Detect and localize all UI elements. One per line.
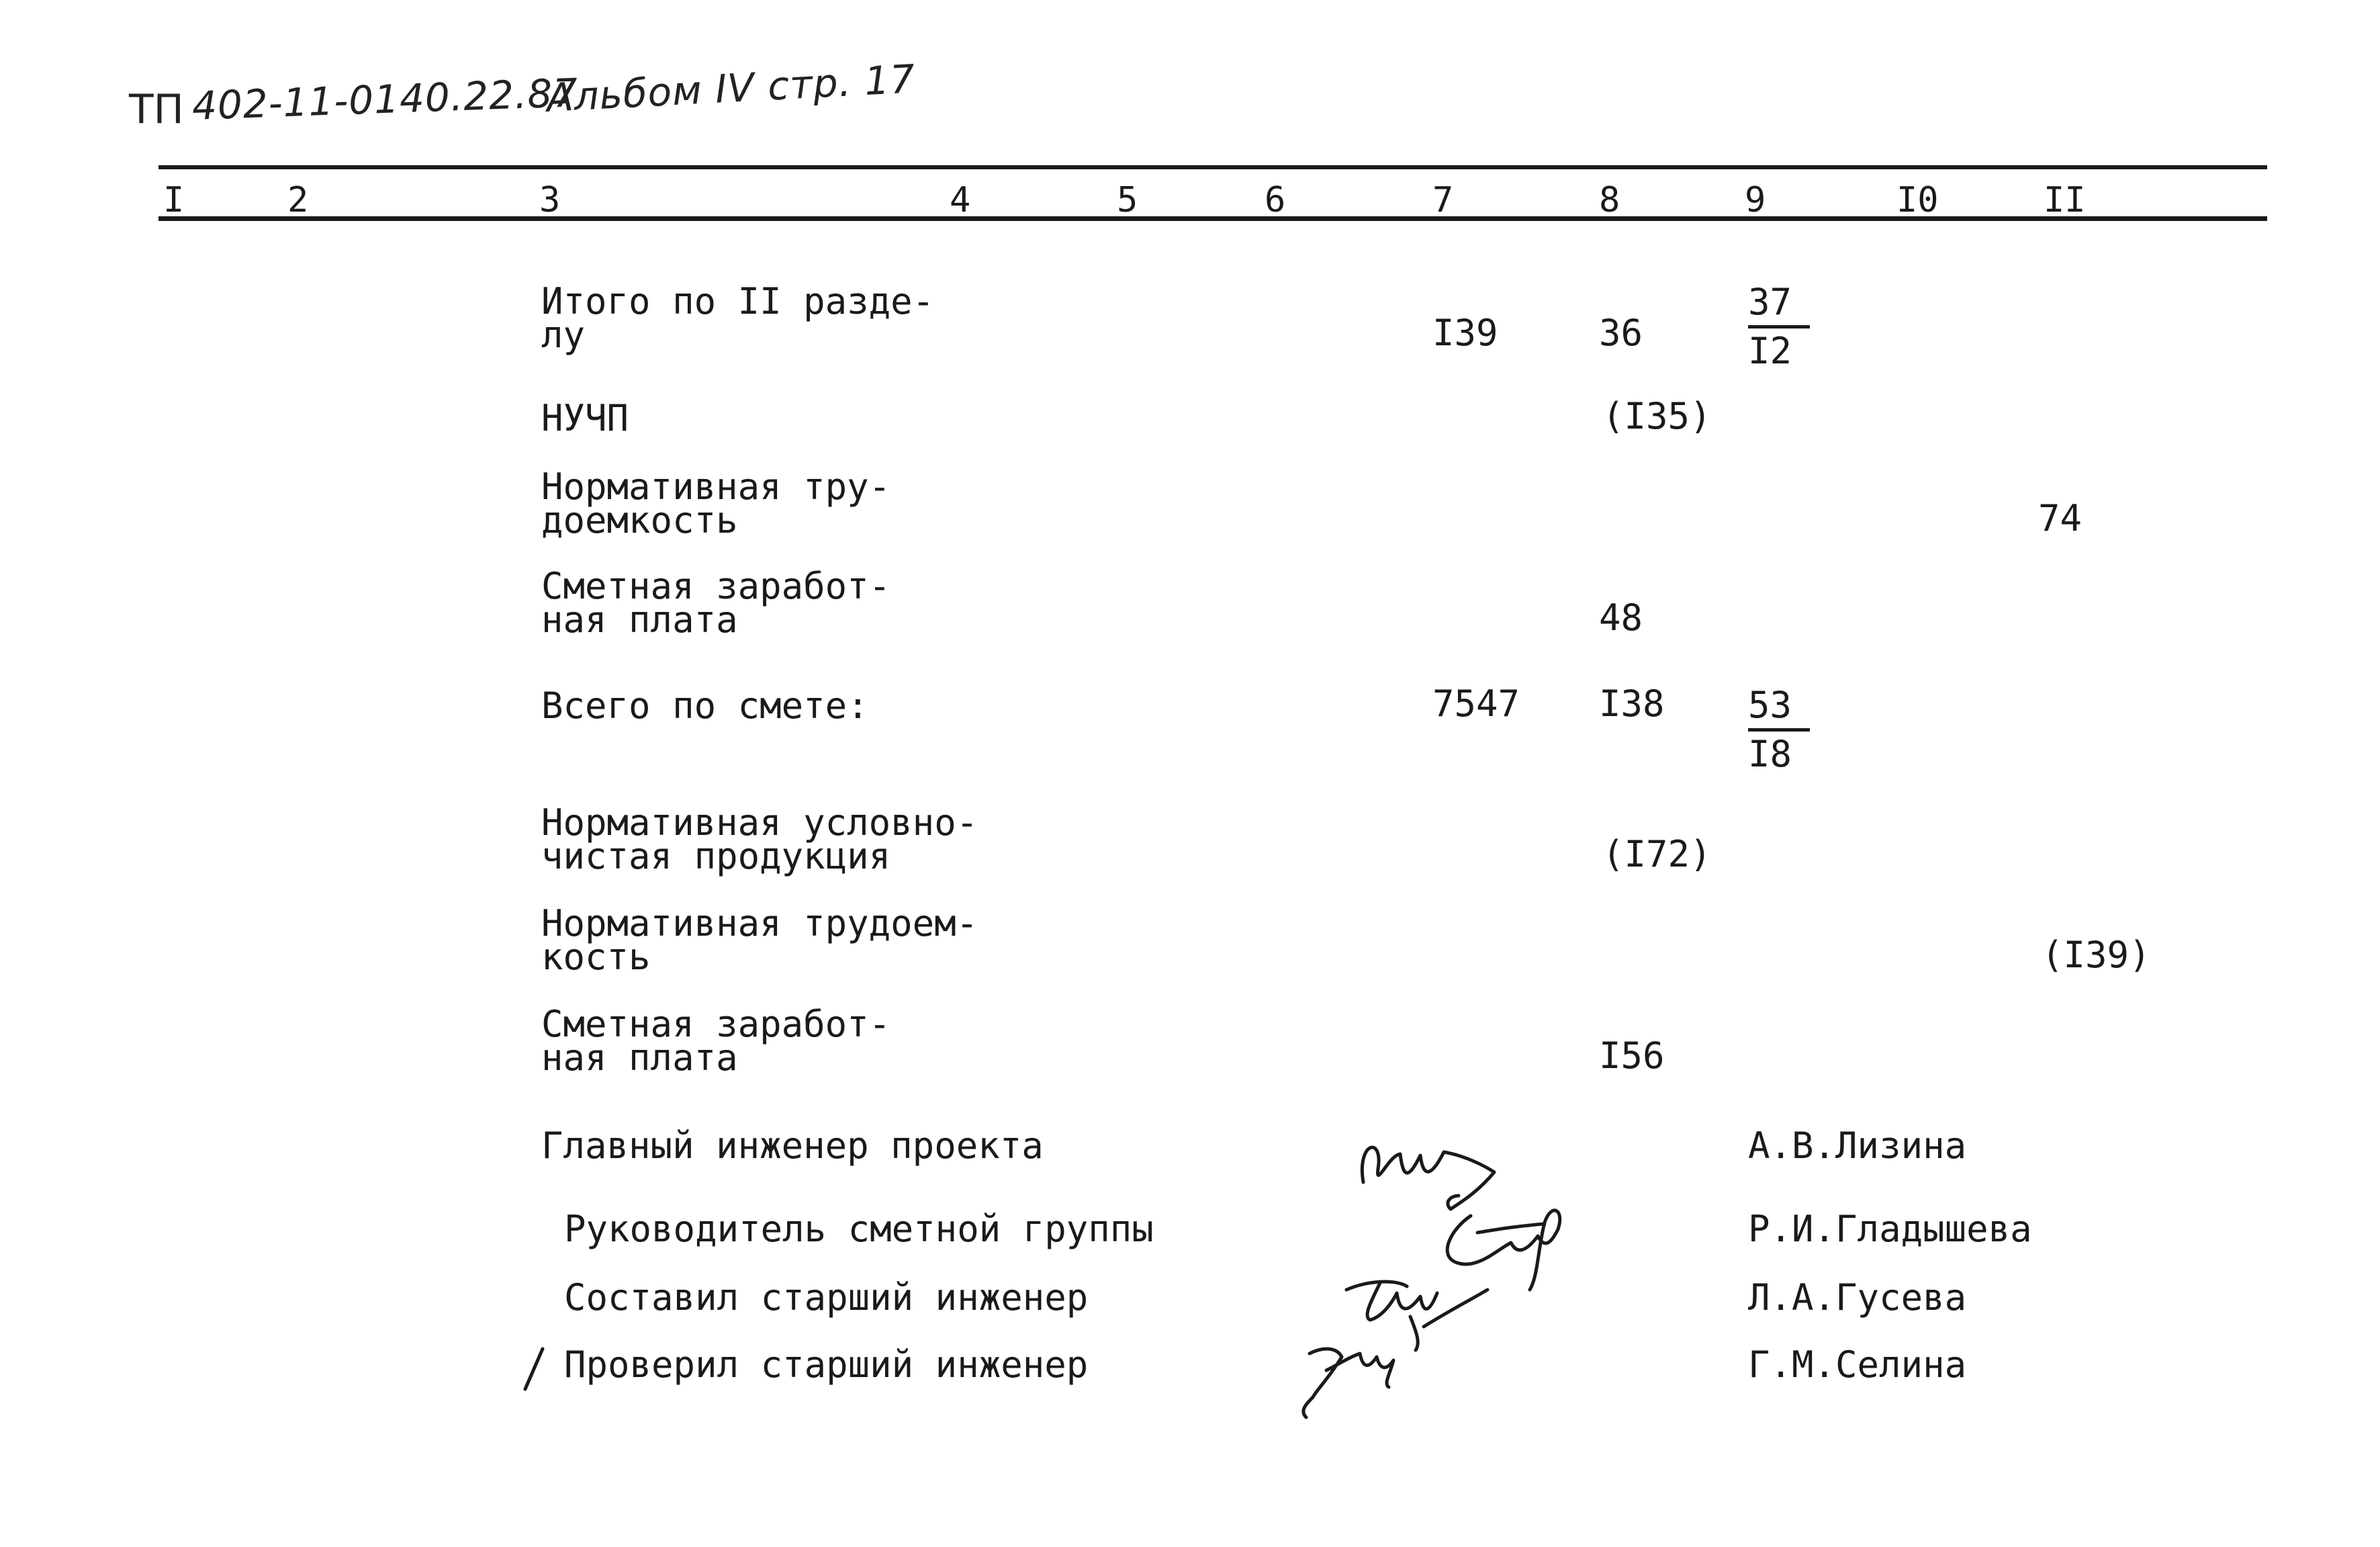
row-section-total-col8: 36 (1599, 312, 1643, 354)
column-number-7: 7 (1432, 180, 1454, 220)
signature-role-2: Руководитель сметной группы (564, 1208, 1154, 1250)
row-labor-1-label-1: Нормативная тру- (541, 466, 891, 508)
column-number-8: 8 (1599, 180, 1620, 220)
signature-role-4: Проверил старший инженер (564, 1343, 1089, 1386)
check-mark (525, 1349, 543, 1389)
row-section-total-label-2: лу (541, 314, 586, 356)
row-wage-2-col8: I56 (1599, 1034, 1665, 1077)
row-net-product-label-2: чистая продукция (541, 835, 891, 877)
signature-name-3: Л.А.Гусева (1748, 1276, 1967, 1319)
row-grand-total-col7: 7547 (1432, 682, 1520, 725)
signature-role-1: Главный инженер проекта (541, 1124, 1044, 1167)
row-grand-total-col9-denominator: I8 (1748, 733, 1792, 775)
row-section-total-label-1: Итого по II разде- (541, 280, 935, 322)
row-wage-2-label-1: Сметная заработ- (541, 1003, 891, 1045)
row-nuchp-label: НУЧП (541, 397, 629, 439)
row-labor-1-label-2: доемкость (541, 499, 738, 541)
album-reference: Альбом IV стр. 17 (545, 56, 917, 121)
doc-code-prefix: ТП (129, 86, 184, 133)
row-grand-total-label: Всего по смете: (541, 684, 869, 727)
row-net-product-label-1: Нормативная условно- (541, 801, 978, 844)
row-wage-1-label-2: ная плата (541, 599, 738, 641)
row-grand-total-col8: I38 (1599, 682, 1665, 725)
column-number-4: 4 (950, 180, 971, 220)
row-wage-2-label-2: ная плата (541, 1036, 738, 1079)
signature-1-mark (1362, 1147, 1494, 1209)
signature-4-mark (1303, 1349, 1393, 1417)
column-number-11: II (2044, 180, 2086, 220)
column-number-2: 2 (287, 180, 309, 220)
row-grand-total-col9-numerator: 53 (1748, 685, 1810, 732)
signature-name-1: А.В.Лизина (1748, 1124, 1967, 1167)
row-labor-2-label-1: Нормативная трудоем- (541, 902, 978, 944)
row-wage-1-label-1: Сметная заработ- (541, 565, 891, 607)
column-number-1: I (163, 180, 185, 220)
row-nuchp-col8: (I35) (1602, 395, 1712, 437)
row-section-total-col9-numerator: 37 (1748, 282, 1810, 328)
row-labor-2-label-2: кость (541, 936, 651, 978)
column-number-5: 5 (1117, 180, 1138, 220)
signature-2-mark (1447, 1210, 1560, 1290)
signature-3-mark (1346, 1282, 1488, 1350)
signature-name-4: Г.М.Селина (1748, 1343, 1967, 1386)
signature-role-3: Составил старший инженер (564, 1276, 1089, 1319)
column-number-10: I0 (1896, 180, 1939, 220)
signature-name-2: Р.И.Гладышева (1748, 1208, 2032, 1250)
row-labor-2-col11: (I39) (2042, 934, 2151, 976)
row-section-total-col7: I39 (1432, 312, 1498, 354)
row-wage-1-col8: 48 (1599, 596, 1643, 639)
row-section-total-col9-denominator: I2 (1748, 330, 1792, 372)
column-number-9: 9 (1745, 180, 1766, 220)
doc-code: 402-11-0140.22.87 (191, 69, 580, 129)
row-labor-1-col11: 74 (2038, 497, 2082, 539)
row-net-product-col8: (I72) (1602, 833, 1712, 875)
column-number-6: 6 (1265, 180, 1286, 220)
column-number-3: 3 (539, 180, 561, 220)
